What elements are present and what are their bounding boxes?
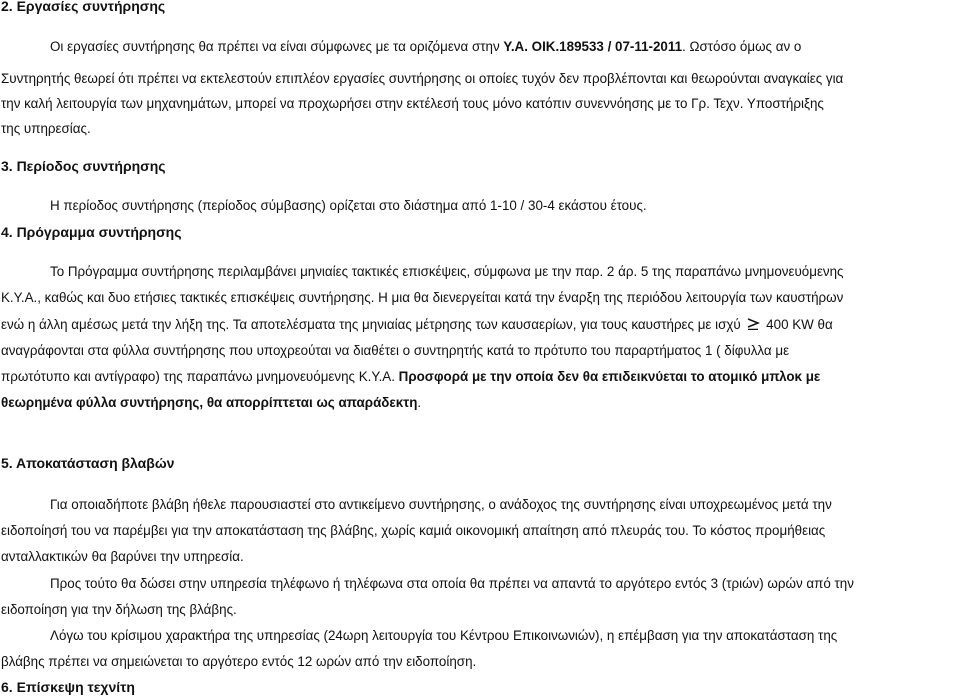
section-4-paragraph-line-5: [1, 369, 820, 385]
section-4-paragraph-line-2: Κ.Υ.Α., καθώς και δυο ετήσιες τακτικές επισκέψεις συντήρησης. Η μια θα διενεργείται κατά την έναρξη της περιόδου λειτουργία των καυστήρων: [1, 290, 844, 305]
section-4-paragraph-line-1: Το Πρόγραμμα συντήρησης περιλαμβάνει μηνιαίες τακτικές επισκέψεις, σύμφωνα με την παρ. 2 άρ. 5 της παραπάνω μνημονευόμενης: [50, 264, 844, 279]
section-5-paragraph-3-line-2: βλάβης πρέπει να σημειώνεται το αργότερο εντός 12 ωρών από την ειδοποίηση.: [1, 654, 477, 669]
power-threshold: 400 KW θα: [766, 317, 833, 332]
section-2-paragraph-line-1: [50, 39, 801, 55]
bold-text-run: θεωρημένα φύλλα συντήρησης, θα απορρίπτεται ως απαράδεκτη: [1, 395, 418, 410]
section-6-heading: 6. Επίσκεψη τεχνίτη: [1, 679, 135, 695]
section-3-heading: 3. Περίοδος συντήρησης: [1, 158, 166, 174]
regulation-reference: Υ.Α. ΟΙΚ.189533 / 07-11-2011: [503, 39, 683, 54]
section-5-paragraph-3-line-1: Λόγω του κρίσιμου χαρακτήρα της υπηρεσίας (24ωρη λειτουργία του Κέντρου Επικοινωνιών), η επέμβαση για την αποκατάσταση της: [50, 628, 838, 643]
section-2-paragraph-line-3: την καλή λειτουργία των μηχανημάτων, μπορεί να προχωρήσει στην εκτέλεσή τους μόνο κατόπιν συνεννόησης με το Γρ. Τεχν. Υποστήριξης: [1, 96, 824, 111]
section-2-heading: 2. Εργασίες συντήρησης: [1, 0, 166, 14]
section-4-paragraph-line-4: αναγράφονται στα φύλλα συντήρησης που υποχρεούται να διαθέτει ο συντηρητής κατά το πρότυπο του παραρτήματος 1 ( δίφυλλα με: [1, 343, 790, 358]
section-5-paragraph-1-line-2: ειδοποίησή του να παρέμβει για την αποκατάσταση της βλάβης, χωρίς καμιά οικονομική απαίτηση από πλευράς του. Το κόστος προμήθειας: [1, 523, 826, 538]
section-5-paragraph-1-line-3: ανταλλακτικών θα βαρύνει την υπηρεσία.: [1, 549, 244, 564]
section-2-paragraph-line-2: Συντηρητής θεωρεί ότι πρέπει να εκτελεστούν επιπλέον εργασίες συντήρησης οι οποίες τυχόν δεν προβλέπονται και θεωρούνται αναγκαίες για: [1, 71, 844, 86]
text-run: πρωτότυπο και αντίγραφο) της παραπάνω μνημονευόμενης Κ.Υ.Α.: [1, 369, 399, 384]
text-run: Οι εργασίες συντήρησης θα πρέπει να είναι σύμφωνες με τα οριζόμενα στην: [50, 39, 504, 54]
section-2-paragraph-line-4: της υπηρεσίας.: [1, 121, 91, 136]
section-4-paragraph-line-3: [1, 317, 833, 333]
section-4-heading: 4. Πρόγραμμα συντήρησης: [1, 224, 182, 240]
greater-or-equal-icon: [746, 318, 760, 330]
section-3-paragraph: Η περίοδος συντήρησης (περίοδος σύμβασης) ορίζεται στο διάστημα από 1-10 / 30-4 εκάστου έτους.: [50, 198, 647, 213]
bold-text-run: Προσφορά με την οποία δεν θα επιδεικνύεται το ατομικό μπλοκ με: [398, 369, 821, 384]
text-run: . Ωστόσο όμως αν ο: [682, 39, 802, 54]
section-4-paragraph-line-6: [1, 395, 421, 411]
section-5-paragraph-1-line-1: Για οποιαδήποτε βλάβη ήθελε παρουσιαστεί στο αντικείμενο συντήρησης, ο ανάδοχος της συντήρησης είναι υποχρεωμένος μετά την: [50, 497, 832, 512]
text-run: ενώ η άλλη αμέσως μετά την λήξη της. Τα αποτελέσματα της μηνιαίας μέτρησης των καυσαερίων, για τους καυστήρες με ισχύ: [1, 317, 741, 332]
section-5-paragraph-2-line-1: Προς τούτο θα δώσει στην υπηρεσία τηλέφωνο ή τηλέφωνα στα οποία θα πρέπει να απαντά το αργότερο εντός 3 (τριών) ωρών από την: [50, 576, 854, 591]
section-5-paragraph-2-line-2: ειδοποίηση για την δήλωση της βλάβης.: [1, 602, 237, 617]
text-run: .: [417, 395, 422, 410]
section-5-heading: 5. Αποκατάσταση βλαβών: [1, 455, 175, 471]
